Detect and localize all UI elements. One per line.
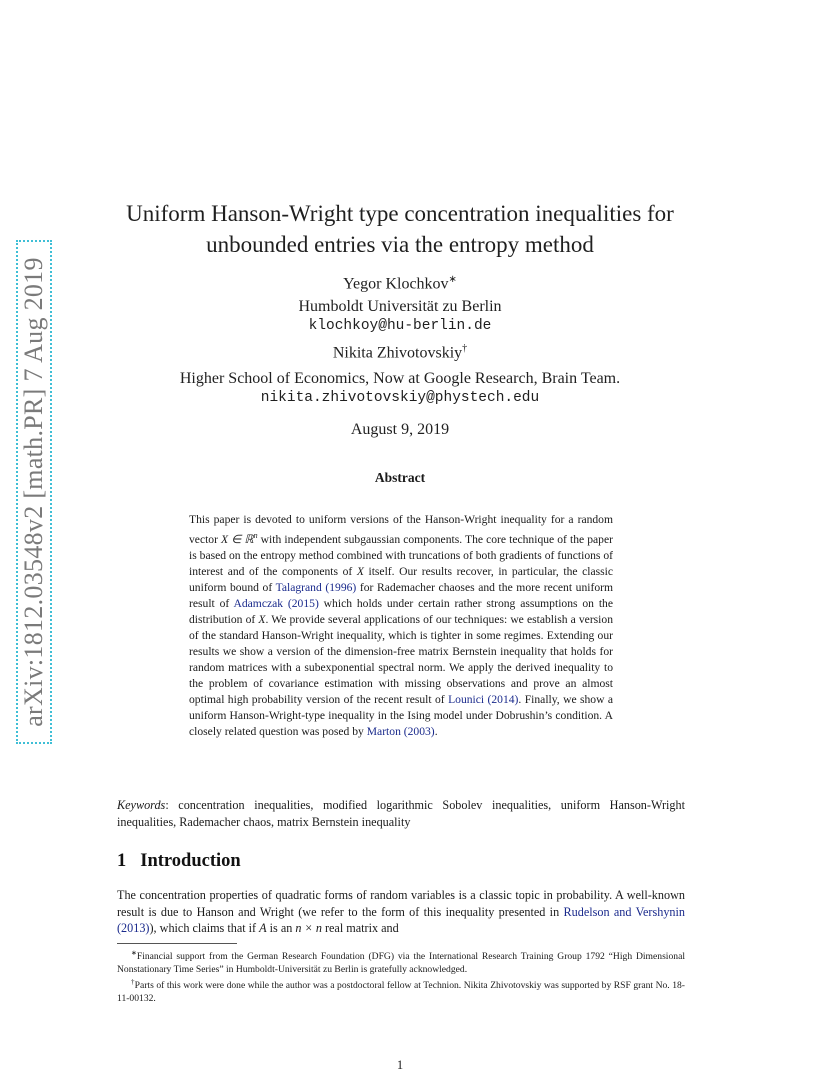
math-superscript: n [253, 531, 258, 540]
footnote-2 [117, 976, 685, 1005]
author-1 [100, 274, 700, 293]
abstract-text: with independent subgaussian components. The core technique of the paper is based on the entropy method combined with truncations of both gradients of functions of interest and of the components of [189, 532, 613, 578]
arxiv-identifier: arXiv:1812.03548v2 [math.PR] 7 Aug 2019 [19, 257, 48, 727]
section-heading [117, 851, 241, 872]
author-2-name: Nikita Zhivotovskiy [332, 344, 463, 362]
abstract-text: . [434, 724, 438, 738]
abstract-text: for Rademacher chaoses and the more recent uniform result of [189, 580, 613, 610]
page-number: 1 [396, 1058, 404, 1072]
title-line-1: Uniform Hanson-Wright type concentration inequalities for [126, 201, 674, 226]
author-1-footnote-mark[interactable]: ∗ [448, 274, 457, 285]
citation-link[interactable]: Adamczak (2015) [233, 596, 319, 610]
intro-text: The concentration properties of quadratic forms of random variables is a classic topic in probability. A well-known result is due to Hanson and Wright (we refer to the form of this inequality presented in [117, 888, 685, 919]
author-2-affiliation: Higher School of Economics, Now at Google Research, Brain Team. [179, 370, 621, 387]
paper-date: August 9, 2019 [350, 421, 450, 438]
author-2-footnote-mark[interactable]: † [462, 343, 468, 354]
abstract-heading: Abstract [374, 470, 426, 485]
keywords-label: Keywords [117, 798, 166, 812]
footnote-rule [117, 943, 237, 944]
footnotes [117, 947, 685, 1005]
author-2-email[interactable]: nikita.zhivotovskiy@phystech.edu [260, 390, 540, 406]
keywords-text: : concentration inequalities, modified logarithmic Sobolev inequalities, uniform Hanson-Wright inequalities, Rademacher chaos, matrix Bernstein inequality [117, 798, 685, 829]
citation-link[interactable]: Rudelson and Vershynin (2013) [117, 904, 685, 935]
title-line-2: unbounded entries via the entropy method [206, 232, 594, 257]
keywords [117, 797, 685, 831]
intro-paragraph [117, 887, 685, 937]
footnote-1-mark: ∗ [131, 949, 137, 957]
abstract-text: which holds under certain rather strong assumptions on the distribution of [189, 596, 613, 626]
abstract-text: This paper is devoted to uniform versions of the Hanson-Wright inequality for a random vector [189, 513, 613, 546]
footnote-1-text: Financial support from the German Research Foundation (DFG) via the International Research Training Group 1792 “High Dimensional Nonstationary Time Series” in Humboldt-Universität zu Berlin is gratefully acknowledged. [117, 951, 685, 975]
abstract-body [189, 512, 613, 740]
math-inline: X [356, 564, 364, 578]
citation-link[interactable]: Lounici (2014) [448, 692, 519, 706]
author-2 [100, 343, 700, 362]
citation-link[interactable]: Talagrand (1996) [275, 580, 357, 594]
footnote-2-text: Parts of this work were done while the author was a postdoctoral fellow at Technion. Nikita Zhivotovskiy was supported by RSF grant No. 18-11-00132. [117, 980, 685, 1004]
intro-text: is an [266, 921, 296, 935]
intro-text: ), which claims that if [149, 921, 260, 935]
math-inline: n × n [295, 921, 322, 935]
intro-text: real matrix and [321, 921, 399, 935]
section-title: Introduction [140, 851, 241, 871]
author-1-email[interactable]: klochkoy@hu-berlin.de [308, 318, 492, 334]
section-number: 1 [117, 851, 127, 871]
citation-link[interactable]: Marton (2003) [366, 724, 435, 738]
footnote-2-mark: † [131, 978, 135, 987]
abstract-text: . We provide several applications of our techniques: we establish a version of the standard Hanson-Wright inequality, which is tighter in some regimes. Extending our results we show a version of the dimension-free matrix Bernstein inequality that holds for random matrices with a subexponential spectral norm. We apply the derived inequality to the problem of covariance estimation with missing observations and prove an almost optimal high probability version of the recent result of [189, 612, 614, 706]
math-inline: X [258, 612, 266, 626]
footnote-1 [117, 947, 685, 976]
arxiv-identifier-stamp [16, 240, 52, 744]
math-inline: X ∈ ℝ [221, 532, 254, 546]
paper-title [100, 198, 700, 260]
abstract-text: . Finally, we show a uniform Hanson-Wright-type inequality in the Ising model under Dobrushin’s condition. A closely related question was posed by [189, 692, 613, 738]
abstract-text: itself. Our results recover, in particular, the classic uniform bound of [189, 564, 613, 594]
author-1-name: Yegor Klochkov [343, 275, 449, 293]
author-1-affiliation: Humboldt Universität zu Berlin [298, 298, 502, 315]
math-inline: A [259, 921, 267, 935]
